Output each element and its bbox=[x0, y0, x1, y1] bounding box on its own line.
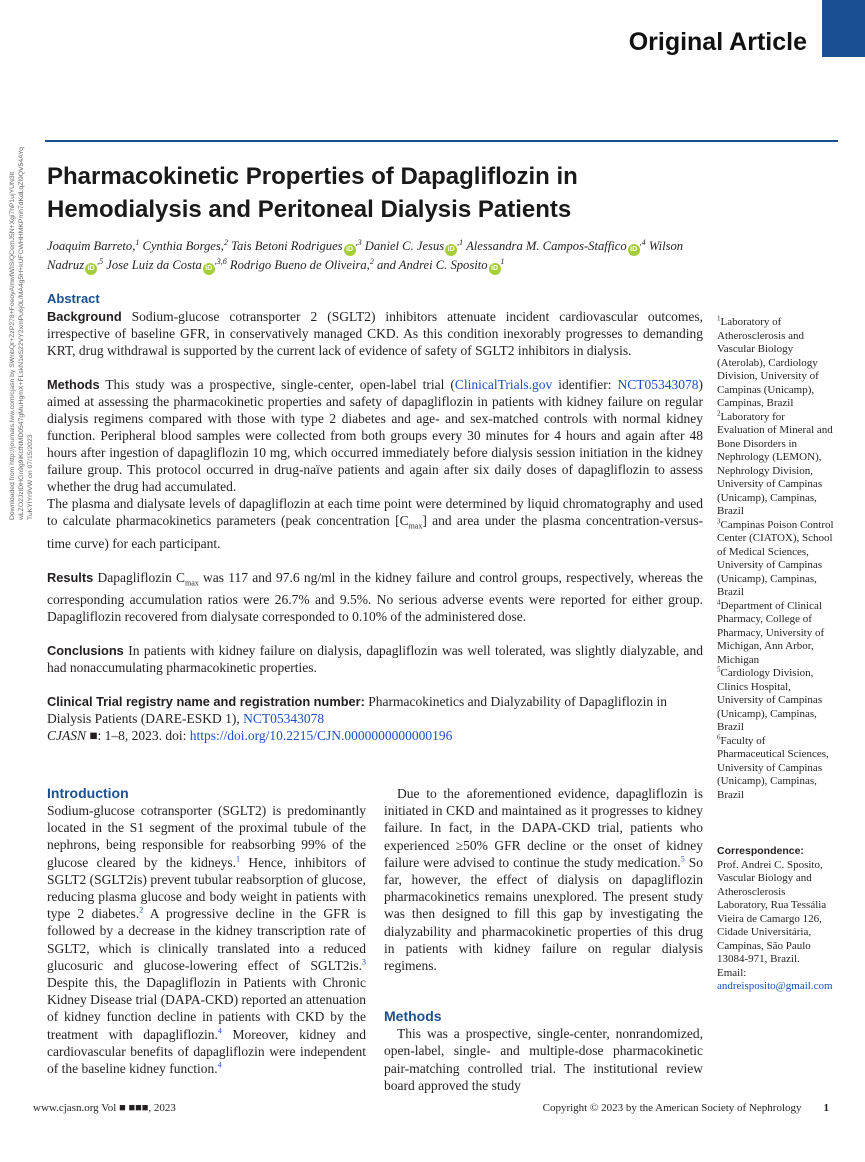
author-name: Tais Betoni Rodrigues bbox=[231, 239, 343, 253]
email-link[interactable]: andreisposito@gmail.com bbox=[717, 980, 833, 992]
orcid-icon[interactable]: iD bbox=[85, 263, 97, 275]
doi-link[interactable]: https://doi.org/10.2215/CJN.0000000000000196 bbox=[189, 728, 453, 744]
page-number: 1 bbox=[823, 1102, 829, 1114]
abstract-background: Background Sodium-glucose cotransporter 2 (SGLT2) inhibitors attenuate incident cardiovascular outcomes, irrespective of baseline GFR, in conservatively managed CKD. As this condition inexorably progresses to demanding KRT, drug withdrawal is supported by the current lack of evidence of safety of SGLT2 inhibitors in dialysis. bbox=[47, 309, 703, 358]
methods-heading: Methods bbox=[384, 1008, 442, 1025]
introduction-paragraph-1: Sodium-glucose cotransporter (SGLT2) is predominantly located in the S1 segment of the proximal tubule of the nephrons, being responsible for reabsorbing 99% of the glucose cleared by the kidneys.$^1$ Hence, inhibitors of SGLT2 (SGLT2is) prevent tubular reabsorption of glucose, reducing plasma glucose and body weight in patients with type 2 diabetes.$^2$ A progressive decline in the GFR is followed by a decrease in the kidney transcription rate of SGLT2, which is clinically translated into a reduced glucosuric and glucose-lowering effect of SGLT2is.$^3$ Despite this, the Dapagliflozin in Patients with Chronic Kidney Disease trial (DAPA-CKD) reported an attenuation of kidney function decline in patients with CKD by the treatment with dapagliflozin.$^4$ Moreover, kidney and cardiovascular benefits of dapagliflozin were independent of the baseline kidney function.$^4$ bbox=[47, 803, 366, 1077]
author-affiliation-ref: 2 bbox=[369, 256, 374, 266]
orcid-icon[interactable]: iD bbox=[344, 244, 356, 256]
orcid-icon[interactable]: iD bbox=[445, 244, 457, 256]
footer-copyright: Copyright © 2023 by the American Society of Nephrology 1 bbox=[542, 1102, 829, 1114]
article-type-label: Original Article bbox=[628, 28, 807, 56]
affiliation-item: $^4$Department of Clinical Pharmacy, College of Pharmacy, University of Michigan, Ann Arbor, Michigan bbox=[717, 597, 825, 666]
affiliation-item: $^1$Laboratory of Atherosclerosis and Vascular Biology (Aterolab), Cardiology Division, University of Campinas (Unicamp), Campinas, Brazil bbox=[717, 314, 819, 409]
author-name: Daniel C. Jesus bbox=[364, 239, 445, 253]
download-line: Downloaded from http://journals.lww.com/cjasn by SWnbQr+ZzP278+FoeoyAmwfWISiQCemJ5N+Xgi7hP1ujYUN3lt bbox=[9, 171, 16, 520]
methods-paragraph-1: This was a prospective, single-center, nonrandomized, open-label, single- and multiple-dose pharmacokinetic pair-matching controlled trial. The institutional review board approved the study bbox=[384, 1026, 703, 1093]
abstract-heading: Abstract bbox=[47, 291, 100, 306]
citation-ref[interactable]: 3 bbox=[362, 957, 366, 967]
abstract-conclusions: Conclusions In patients with kidney failure on dialysis, dapagliflozin was well tolerated, was slightly dialyzable, and had nonaccumulating pharmacokinetic properties. bbox=[47, 643, 704, 676]
correspondence-address: Prof. Andrei C. Sposito, Vascular Biology and Atherosclerosis Laboratory, Rua Tessália Vieira de Camargo 126, Cidade Universitária, Campinas, São Paulo 13084-971, Brazil. bbox=[717, 858, 827, 965]
abstract-results: Results Dapagliflozin $C_{max}$ was 117 and 97.6 ng/ml in the kidney failure and control groups, respectively, whereas the corresponding accumulation ratios were 26.7% and 9.5%. No serious adverse events were reported for either group. Dapagliflozin recovered from dialysate corresponded to 0.10% of the administered dose. bbox=[47, 569, 704, 625]
orcid-icon[interactable]: iD bbox=[203, 263, 215, 275]
abstract bbox=[47, 290, 703, 744]
download-line: TuKYIYr9VW on 07/15/2023 bbox=[27, 434, 34, 520]
affiliations bbox=[717, 316, 835, 802]
author-affiliation-ref: ,5 bbox=[97, 256, 104, 266]
author-name: Joaquim Barreto, bbox=[47, 239, 136, 253]
affiliation-item: $^5$Cardiology Division, Clinics Hospital, University of Campinas (Unicamp), Campinas, Brazil bbox=[717, 665, 823, 733]
affiliation-item: $^6$Faculty of Pharmaceutical Sciences, University of Campinas (Unicamp), Campinas, Brazil bbox=[717, 732, 829, 801]
registry-link[interactable]: NCT05343078 bbox=[243, 711, 325, 727]
header-rule bbox=[45, 140, 838, 142]
correspondence-email: Email: andreisposito@gmail.com bbox=[717, 966, 833, 992]
footer-journal: www.cjasn.org Vol ■ ■■■, 2023 bbox=[33, 1102, 176, 1114]
author-affiliation-ref: 1 bbox=[135, 237, 140, 247]
clinicaltrials-link[interactable]: ClinicalTrials.gov bbox=[454, 377, 553, 392]
abstract-registry: Clinical Trial registry name and registration number: Pharmacokinetics and Dialyzability of Dapagliflozin in Dialysis Patients (DARE-ESKD 1), NCT05343078 bbox=[47, 694, 668, 727]
article-title: Pharmacokinetic Properties of Dapagliflozin in Hemodialysis and Peritoneal Dialysis Patients bbox=[47, 163, 578, 223]
author-affiliation-ref: ,3 bbox=[355, 237, 362, 247]
abstract-methods: Methods This study was a prospective, single-center, open-label trial (ClinicalTrials.gov identifier: NCT05343078) aimed at assessing the pharmacokinetic properties and safety of dapagliflozin in patients with kidney failure on regular dialysis regimens compared with those with type 2 diabetes and age- and sex-matched controls with normal kidney function. Peripheral blood samples were collected from both groups every 30 minutes for 4 hours and again after 48 hours after ingestion of dapagliflozin 10 mg, which occurred immediately before dialysis session initiation in the kidney failure group. This protocol occurred in drug-naïve patients and again after six daily doses of dapagliflozin to assess whether the drug had accumulated. bbox=[47, 377, 703, 494]
author-name: Rodrigo Bueno de Oliveira, bbox=[229, 258, 370, 272]
author-affiliation-ref: ,3,6 bbox=[214, 256, 227, 266]
author-name: Alessandra M. Campos-Staffico bbox=[466, 239, 627, 253]
introduction-paragraph-2: Due to the aforementioned evidence, dapagliflozin is initiated in CKD and maintained as it progresses to kidney failure. In fact, in the DAPA-CKD trial, patients who experienced ≥50% GFR decline or the onset of kidney failure were advised to continue the study medication.$^5$ So far, however, the effect of dialysis on dapagliflozin pharmacokinetics remains unexplored. The present study was then designed to fill this gap by investigating the dialyzability and pharmacokinetic properties of this drug in patients with kidney failure on regular dialysis regimens. bbox=[384, 786, 704, 974]
download-notice bbox=[0, 147, 40, 520]
orcid-icon[interactable]: iD bbox=[628, 244, 640, 256]
author-name: Wilson Nadruz bbox=[47, 239, 684, 272]
abstract-methods-2: The plasma and dialysate levels of dapagliflozin at each time point were determined by liquid chromatography and used to calculate pharmacokinetics parameters (peak concentration $[C_{max}]$ and area under the plasma concentration-versus-time curve) for each participant. bbox=[47, 496, 703, 551]
citation-ref[interactable]: 4 bbox=[217, 1026, 222, 1036]
correspondence-heading: Correspondence: bbox=[717, 845, 804, 857]
author-list bbox=[47, 237, 707, 275]
citation-ref[interactable]: 4 bbox=[217, 1060, 222, 1070]
body-column-right bbox=[384, 785, 703, 1094]
citation-ref[interactable]: 5 bbox=[680, 854, 685, 864]
affiliation-item: $^3$Campinas Poison Control Center (CIATOX), School of Medical Sciences, University of Campinas (Unicamp), Campinas, Brazil bbox=[717, 516, 834, 598]
introduction-heading: Introduction bbox=[47, 785, 129, 801]
citation-ref[interactable]: 1 bbox=[236, 854, 241, 864]
author-name: Jose Luiz da Costa bbox=[106, 258, 202, 272]
author-name: Cynthia Borges, bbox=[142, 239, 224, 253]
author-affiliation-ref: ,1 bbox=[457, 237, 464, 247]
orcid-icon[interactable]: iD bbox=[489, 263, 501, 275]
author-affiliation-ref: ,4 bbox=[639, 237, 646, 247]
affiliation-item: $^2$Laboratory for Evaluation of Mineral and Bone Disorders in Nephrology (LEMON), Nephrology Division, University of Campinas (Unicamp), Campinas, Brazil bbox=[717, 408, 833, 517]
citation-line: CJASN ■: 1–8, 2023. doi: https://doi.org/10.2215/CJN.0000000000000196 bbox=[47, 728, 453, 744]
download-line: wLZO2JzlDHGn9g9iKcfNMD0547gMuHgmX+FLskN1eS22VY2xmPu6j0L/MA4g5H+kUFCWHHMKPmh7dKdLqZl9QV54AYq bbox=[18, 147, 25, 520]
author-affiliation-ref: 1 bbox=[500, 256, 505, 266]
author-affiliation-ref: 2 bbox=[223, 237, 228, 247]
author-name: and Andrei C. Sposito bbox=[376, 258, 488, 272]
correspondence bbox=[717, 845, 835, 994]
header-accent-bar bbox=[822, 0, 865, 57]
body-column-left bbox=[47, 785, 366, 1077]
citation-ref[interactable]: 2 bbox=[139, 905, 144, 915]
nct-link[interactable]: NCT05343078 bbox=[617, 377, 699, 392]
